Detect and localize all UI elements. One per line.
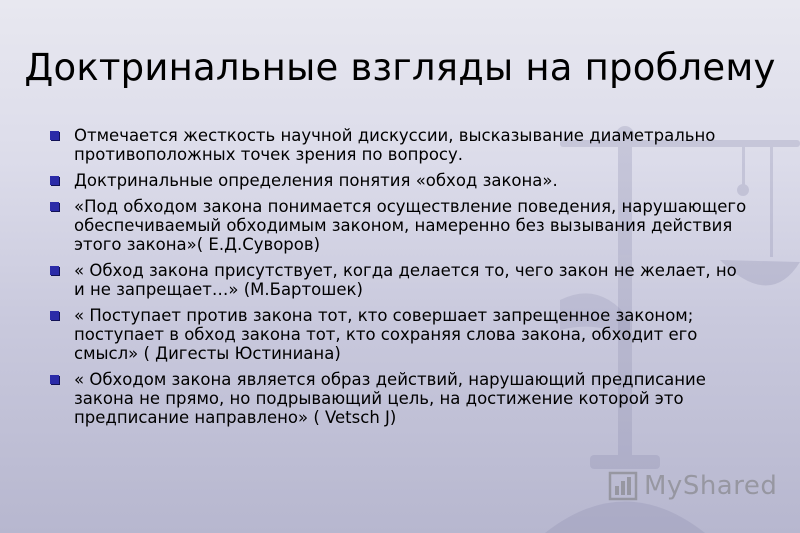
list-item-text: « Обход закона присутствует, когда делается то, чего закон не желает, но и не запрещает…» (М.Бартошек) — [74, 261, 737, 299]
watermark-text: MyShared — [644, 471, 778, 501]
bullet-marker-icon — [50, 202, 59, 211]
bullet-marker-icon — [50, 311, 59, 320]
bullet-list — [50, 126, 750, 434]
list-item-text: « Обходом закона является образ действий, нарушающий предписание закона не прямо, но подрывающий цель, на достижение которой это предписание направлено» ( Vetsch J) — [74, 370, 706, 427]
list-item — [50, 261, 750, 299]
list-item — [50, 197, 750, 254]
list-item — [50, 370, 750, 427]
bullet-marker-icon — [50, 131, 59, 140]
list-item — [50, 171, 750, 190]
list-item — [50, 306, 750, 363]
bar-chart-icon — [608, 471, 638, 501]
list-item-text: Доктринальные определения понятия «обход закона». — [74, 171, 558, 190]
bullet-marker-icon — [50, 375, 59, 384]
bullet-marker-icon — [50, 266, 59, 275]
list-item-text: « Поступает против закона тот, кто совершает запрещенное законом; поступает в обход закона тот, кто сохраняя слова закона, обходит его смысл» ( Дигесты Юстиниана) — [74, 306, 698, 363]
list-item-text: Отмечается жесткость научной дискуссии, высказывание диаметрально противоположных точек зрения по вопросу. — [74, 126, 716, 164]
bullet-marker-icon — [50, 176, 59, 185]
list-item-text: «Под обходом закона понимается осуществление поведения, нарушающего обеспечиваемый обходимым законом, намеренно без вызывания действия этого закона»( Е.Д.Суворов) — [74, 197, 747, 254]
slide-title: Доктринальные взгляды на проблему — [24, 46, 776, 89]
list-item — [50, 126, 750, 164]
watermark — [608, 470, 777, 502]
